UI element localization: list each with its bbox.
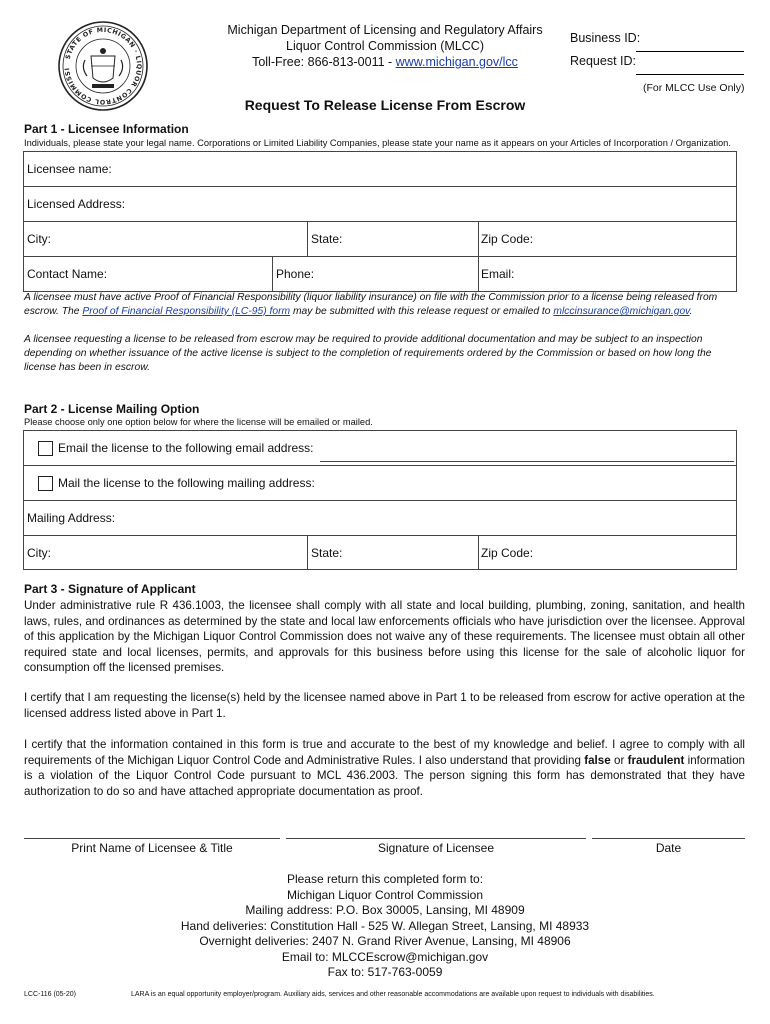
mail-option-label: Mail the license to the following mailing address:	[58, 476, 315, 490]
svg-text:STATE OF MICHIGAN · LIQUOR CON: STATE OF MICHIGAN · LIQUOR CONTROL COMMISSI	[64, 26, 143, 106]
phone-label: Phone:	[276, 267, 315, 281]
part1-instructions: Individuals, please state your legal name. Corporations or Limited Liability Companies, please state your name as it appears on your Articles of Incorporation / Organization.	[24, 138, 731, 148]
form-title: Request To Release License From Escrow	[244, 97, 526, 113]
state-label: State:	[311, 232, 343, 246]
commission-name: Liquor Control Commission (MLCC)	[286, 39, 484, 53]
compliance-paragraph: Under administrative rule R 436.1003, the licensee shall comply with all state and local building, plumbing, zoning, sanitation, and health laws, rules, and ordinances as determined by the state and local law enforcements officials who have jurisdiction over the licensee. Approval of this application by the Michigan Liquor Control Commission does not waive any of these requirements. The licensee must obtain all other required state and local licenses, permits, and approvals for this business before using this license for the sale of alcoholic liquor for consumption off the licensed premises.	[24, 599, 745, 674]
mail-zip-label: Zip Code:	[481, 546, 534, 560]
email-option-checkbox[interactable]	[38, 441, 53, 456]
city-label: City:	[27, 232, 51, 246]
signature-line[interactable]	[286, 838, 586, 839]
email-address-field[interactable]	[320, 461, 734, 462]
return-overnight: Overnight deliveries: 2407 N. Grand River Avenue, Lansing, MI 48906	[199, 934, 571, 948]
agency-name: Michigan Department of Licensing and Regulatory Affairs	[227, 23, 543, 37]
return-agency: Michigan Liquor Control Commission	[286, 887, 484, 902]
lc95-form-link[interactable]: Proof of Financial Responsibility (LC-95) form	[82, 306, 291, 317]
mail-option-checkbox[interactable]	[38, 476, 53, 491]
website-link[interactable]: www.michigan.gov/lcc	[395, 55, 518, 69]
accuracy-certification: I certify that the information contained in this form is true and accurate to the best of my knowledge and belief. I agree to comply with all requirements of the Michigan Liquor Control Code and Administrative Rules. I also understand that providing false or fraudulent information is a violation of the Liquor Control Code pursuant to MCL 436.2003. The person signing this form has demonstrated that they have authorization to do so and have attached appropriate documentation as proof.	[24, 738, 745, 798]
inspection-note: A licensee requesting a license to be released from escrow may be required to provide additional documentation and may be subject to an inspection depending on whether issuance of the active license is subject to the completion of requirements ordered by the Commission or based on how long the license has been in escrow.	[24, 334, 712, 373]
request-id-field[interactable]	[636, 74, 744, 75]
form-number: LCC-116 (05-20)	[24, 991, 77, 998]
email-option-label: Email the license to the following email address:	[58, 441, 314, 455]
licensee-info-table	[23, 151, 737, 292]
business-id-label: Business ID:	[570, 31, 641, 45]
mail-city-label: City:	[27, 546, 51, 560]
email-label: Email:	[481, 267, 515, 281]
return-mailing-address: Mailing address: P.O. Box 30005, Lansing, MI 48909	[245, 903, 525, 917]
equal-opportunity-statement: LARA is an equal opportunity employer/program. Auxiliary aids, services and other reasonable accommodations are available upon request to individuals with disabilities.	[131, 991, 655, 998]
part2-instructions: Please choose only one option below for where the license will be emailed or mailed.	[24, 417, 373, 427]
licensed-address-label: Licensed Address:	[27, 197, 126, 211]
mlcc-use-note: (For MLCC Use Only)	[643, 82, 745, 94]
part1-heading: Part 1 - Licensee Information	[24, 122, 189, 136]
print-name-label: Print Name of Licensee & Title	[71, 841, 233, 855]
contact-line	[180, 54, 590, 70]
mailing-option-table	[23, 430, 737, 570]
insurance-email-link[interactable]: mlccinsurance@michigan.gov	[553, 306, 690, 317]
business-id-field[interactable]	[636, 51, 744, 52]
date-line[interactable]	[592, 838, 745, 839]
return-instructions: Please return this completed form to:	[286, 872, 484, 886]
signature-label: Signature of Licensee	[377, 841, 495, 855]
return-hand-delivery: Hand deliveries: Constitution Hall - 525 W. Allegan Street, Lansing, MI 48933	[180, 918, 590, 933]
toll-free: Toll-Free: 866-813-0011 -	[252, 55, 396, 69]
return-fax: Fax to: 517-763-0059	[327, 965, 443, 979]
mail-state-label: State:	[311, 546, 343, 560]
licensee-name-label: Licensee name:	[27, 162, 112, 176]
contact-name-label: Contact Name:	[27, 267, 108, 281]
print-name-line[interactable]	[24, 838, 280, 839]
part2-heading: Part 2 - License Mailing Option	[24, 402, 200, 416]
date-label: Date	[655, 841, 682, 855]
release-certification: I certify that I am requesting the license(s) held by the licensee named above in Part 1 to be released from escrow for active operation at the licensed address listed above in Part 1.	[24, 691, 745, 720]
zip-label: Zip Code:	[481, 232, 534, 246]
part3-heading: Part 3 - Signature of Applicant	[24, 582, 196, 596]
request-id-label: Request ID:	[570, 54, 637, 68]
return-email: Email to: MLCCEscrow@michigan.gov	[281, 949, 489, 964]
insurance-note: A licensee must have active Proof of Financial Responsibility (liquor liability insurance) on file with the Commission prior to a license being released from escrow. The Proof of Financial Responsibility (LC-95) form may be submitted with this release request or emailed to mlccinsurance@michigan.gov.	[24, 292, 718, 317]
mailing-address-label: Mailing Address:	[27, 511, 116, 525]
